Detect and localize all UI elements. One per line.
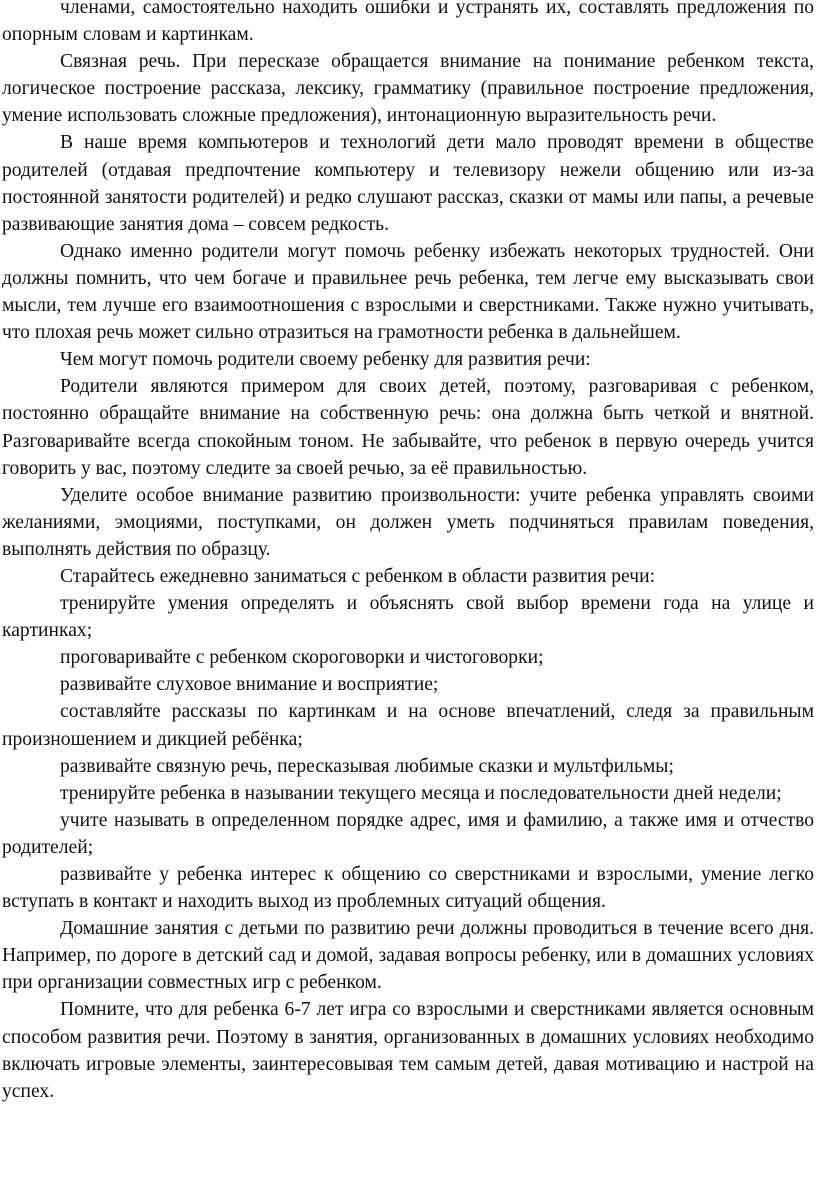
list-item-seasons: тренируйте умения определять и объяснять свой выбор времени года на улице и картинках; — [2, 593, 814, 642]
paragraph-continuation: членами, самостоятельно находить ошибки и устранять их, составлять предложения по опорным словам и картинкам. — [2, 0, 814, 46]
paragraph-voluntariness: Уделите особое внимание развитию произвольности: учите ребенка управлять своими желаниями, эмоциями, поступками, он должен уметь подчиняться правилам поведения, выполнять действия по образцу. — [2, 484, 814, 560]
list-item-months-days: тренируйте ребенка в назывании текущего месяца и последовательности дней недели; — [60, 782, 782, 804]
list-item-retelling: развивайте связную речь, пересказывая любимые сказки и мультфильмы; — [60, 755, 674, 777]
list-item-address-name: учите называть в определенном порядке адрес, имя и фамилию, а также имя и отчество родителей; — [2, 809, 814, 858]
list-item-auditory-attention: развивайте слуховое внимание и восприятие; — [60, 674, 439, 696]
paragraph-daily-practice: Старайтесь ежедневно заниматься с ребенком в области развития речи: — [60, 565, 656, 587]
paragraph-home-lessons: Домашние занятия с детьми по развитию речи должны проводиться в течение всего дня. Например, по дороге в детский сад и домой, задавая вопросы ребенку, или в домашних условиях при организации совместных игр с ребенком. — [2, 918, 814, 994]
paragraph-play: Помните, что для ребенка 6-7 лет игра со взрослыми и сверстниками является основным способом развития речи. Поэтому в занятия, организованных в домашних условиях необходимо включать игровые элементы, заинтересовывая тем самым детей, давая мотивацию и настрой на успех. — [2, 999, 814, 1102]
paragraph-modern-times: В наше время компьютеров и технологий дети мало проводят времени в обществе родителей (отдавая предпочтение компьютеру и телевизору нежели общению или из-за постоянной занятости родителей) и редко слушают рассказ, сказки от мамы или папы, а речевые развивающие занятия дома – совсем редкость. — [2, 132, 814, 235]
list-item-stories: составляйте рассказы по картинкам и на основе впечатлений, следя за правильным произношением и дикцией ребёнка; — [2, 701, 814, 750]
list-item-communication: развивайте у ребенка интерес к общению со сверстниками и взрослыми, умение легко вступать в контакт и находить выход из проблемных ситуаций общения. — [2, 864, 814, 913]
paragraph-parents-help: Однако именно родители могут помочь ребенку избежать некоторых трудностей. Они должны помнить, что чем богаче и правильнее речь ребенка, тем легче ему высказывать свои мысли, тем лучше его взаимоотношения с взрослыми и сверстниками. Также нужно учитывать, что плохая речь может сильно отразиться на грамотности ребенка в дальнейшем. — [2, 240, 814, 344]
list-item-tongue-twisters: проговаривайте с ребенком скороговорки и чистоговорки; — [60, 647, 544, 669]
paragraph-how-parents-help: Чем могут помочь родители своему ребенку для развития речи: — [60, 349, 591, 371]
paragraph-coherent-speech: Связная речь. При пересказе обращается внимание на понимание ребенком текста, логическое построение рассказа, лексику, грамматику (правильное построение предложения, умение использовать сложные предложения), интонационную выразительность речи. — [2, 51, 814, 127]
paragraph-parents-example: Родители являются примером для своих детей, поэтому, разговаривая с ребенком, постоянно обращайте внимание на собственную речь: она должна быть четкой и внятной. Разговаривайте всегда спокойным тоном. Не забывайте, что ребенок в первую очередь учится говорить у вас, поэтому следите за своей речью, за её правильностью. — [2, 376, 814, 479]
